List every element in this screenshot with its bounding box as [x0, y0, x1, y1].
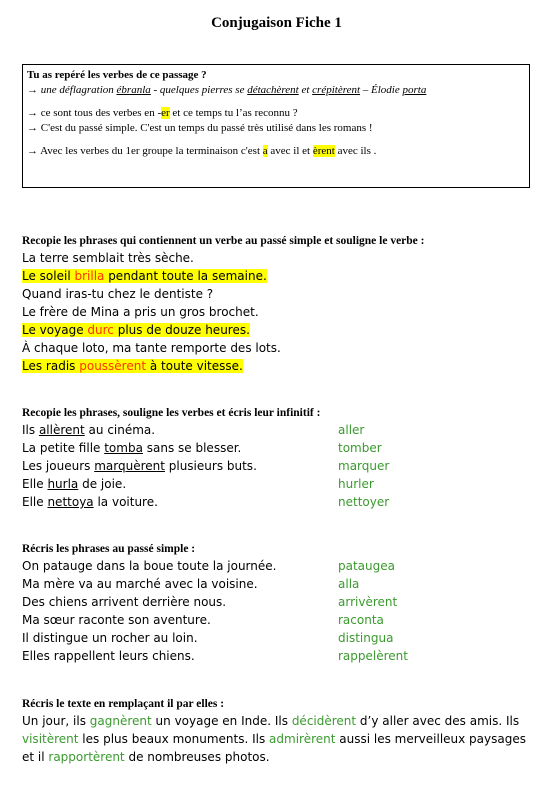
intro-text: → Avec les verbes du 1er groupe la terminaison c'est	[27, 145, 263, 157]
sentence-text: de joie.	[78, 477, 127, 491]
sentence-line	[22, 575, 532, 593]
example-verb: crépitèrent	[312, 84, 361, 96]
intro-question: Tu as repéré les verbes de ce passage ?	[27, 69, 207, 81]
intro-box	[22, 64, 530, 188]
paragraph-verb: rapportèrent	[48, 750, 125, 764]
sentence-text: Des chiens arrivent derrière nous.	[22, 595, 227, 609]
sentence-line	[22, 321, 532, 339]
paragraph-text: un voyage en Inde. Ils	[151, 714, 292, 728]
sentence-text: Les joueurs	[22, 459, 95, 473]
sentence-text: à toute vitesse.	[146, 359, 243, 373]
example-text: – Élodie	[362, 84, 400, 96]
sentence-text: Il distingue un rocher au loin.	[22, 631, 198, 645]
paragraph-verb: visitèrent	[22, 732, 79, 746]
section-title: Recopie les phrases qui contiennent un verbe au passé simple et souligne le verbe :	[22, 235, 425, 247]
section-remplace-elles	[22, 696, 532, 766]
paragraph-verb: admirèrent	[269, 732, 336, 746]
intro-text: et ce temps tu l’as reconnu ?	[169, 107, 298, 119]
section-infinitif	[22, 405, 532, 511]
sentence-verb: allèrent	[38, 423, 85, 437]
sentence-verb: tomba	[104, 441, 143, 455]
sentence-line: À chaque loto, ma tante remporte des lots.	[22, 341, 281, 355]
answer-infinitive: nettoyer	[338, 495, 390, 509]
sentence-line	[22, 593, 532, 611]
section-recris-passe-simple	[22, 541, 532, 665]
sentence-text: Les radis	[22, 359, 80, 373]
sentence-verb: hurla	[47, 477, 79, 491]
answer-infinitive: aller	[338, 423, 365, 437]
sentence-line: Quand iras-tu chez le dentiste ?	[22, 287, 214, 301]
sentence-line	[22, 557, 532, 575]
sentence-line	[22, 357, 532, 375]
sentence-text: la voiture.	[93, 495, 158, 509]
section-title: Recopie les phrases, souligne les verbes et écris leur infinitif :	[22, 407, 321, 419]
sentence-verb: durc	[87, 323, 114, 337]
sentence-text: plusieurs buts.	[164, 459, 257, 473]
sentence-text: au cinéma.	[84, 423, 156, 437]
sentence-text: La petite fille	[22, 441, 105, 455]
intro-highlight: èrent	[312, 145, 335, 157]
rewritten-paragraph	[22, 712, 530, 766]
answer-verb: distingua	[338, 631, 394, 645]
intro-highlight: a	[262, 145, 268, 157]
arrow-icon: →	[27, 84, 38, 96]
paragraph-text: de nombreuses photos.	[124, 750, 270, 764]
answer-verb: raconta	[338, 613, 384, 627]
answer-infinitive: hurler	[338, 477, 374, 491]
answer-verb: alla	[338, 577, 360, 591]
sentence-text: Ils	[22, 423, 39, 437]
paragraph-text: Un jour, ils	[22, 714, 90, 728]
paragraph-text: les plus beaux monuments. Ils	[78, 732, 270, 746]
intro-line-4	[27, 144, 525, 159]
section-title: Récris le texte en remplaçant il par elles :	[22, 698, 225, 710]
sentence-line	[22, 647, 532, 665]
sentence-line	[22, 457, 532, 475]
sentence-text: sans se blesser.	[142, 441, 242, 455]
sentence-line: Le frère de Mina a pris un gros brochet.	[22, 305, 259, 319]
intro-text: avec ils .	[334, 145, 377, 157]
sentence-line	[22, 611, 532, 629]
sentence-text: On patauge dans la boue toute la journée.	[22, 559, 277, 573]
sentence-line	[22, 421, 532, 439]
answer-infinitive: tomber	[338, 441, 382, 455]
sentence-line	[22, 629, 532, 647]
paragraph-verb: gagnèrent	[89, 714, 152, 728]
sentence-text: Elles rappellent leurs chiens.	[22, 649, 195, 663]
example-text: et	[301, 84, 310, 96]
highlighted-sentence	[22, 323, 250, 337]
section-title: Récris les phrases au passé simple :	[22, 543, 196, 555]
sentence-line	[22, 439, 532, 457]
sentence-line	[22, 475, 532, 493]
sentence-line: La terre semblait très sèche.	[22, 251, 194, 265]
paragraph-text: d’y aller avec des amis. Ils	[356, 714, 520, 728]
sentence-text: Le voyage	[22, 323, 88, 337]
example-verb: porta	[402, 84, 427, 96]
example-text: une déflagration	[40, 84, 114, 96]
sentence-verb: marquèrent	[94, 459, 165, 473]
intro-line-3: → C'est du passé simple. C'est un temps du passé très utilisé dans les romans !	[27, 122, 373, 134]
highlighted-sentence	[22, 269, 267, 283]
answer-verb: rappelèrent	[338, 649, 408, 663]
example-verb: détachèrent	[247, 84, 299, 96]
example-verb: ébranla	[116, 84, 151, 96]
paragraph-verb: décidèrent	[291, 714, 357, 728]
answer-infinitive: marquer	[338, 459, 390, 473]
intro-text: → ce sont tous des verbes en -	[27, 107, 162, 119]
intro-highlight: er	[161, 107, 170, 119]
sentence-text: Ma sœur raconte son aventure.	[22, 613, 211, 627]
sentence-verb: poussèrent	[79, 359, 147, 373]
intro-line-2	[27, 106, 525, 121]
sentence-line	[22, 267, 532, 285]
sentence-text: Elle	[22, 477, 48, 491]
sentence-text: plus de douze heures.	[113, 323, 250, 337]
sentence-text: pendant toute la semaine.	[104, 269, 267, 283]
sentence-text: Ma mère va au marché avec la voisine.	[22, 577, 258, 591]
sentence-text: Le soleil	[22, 269, 75, 283]
highlighted-sentence	[22, 359, 243, 373]
sentence-text: Elle	[22, 495, 48, 509]
answer-verb: pataugea	[338, 559, 395, 573]
sentence-verb: nettoya	[47, 495, 94, 509]
sentence-line	[22, 493, 532, 511]
intro-example	[27, 83, 525, 98]
answer-verb: arrivèrent	[338, 595, 398, 609]
page-title: Conjugaison Fiche 1	[211, 15, 342, 31]
intro-text: avec il et	[267, 145, 313, 157]
paragraph-text: aussi les merveilleux paysages et il	[22, 732, 526, 764]
example-text: - quelques pierres se	[153, 84, 245, 96]
sentence-verb: brilla	[74, 269, 105, 283]
section-passe-simple	[22, 233, 532, 375]
